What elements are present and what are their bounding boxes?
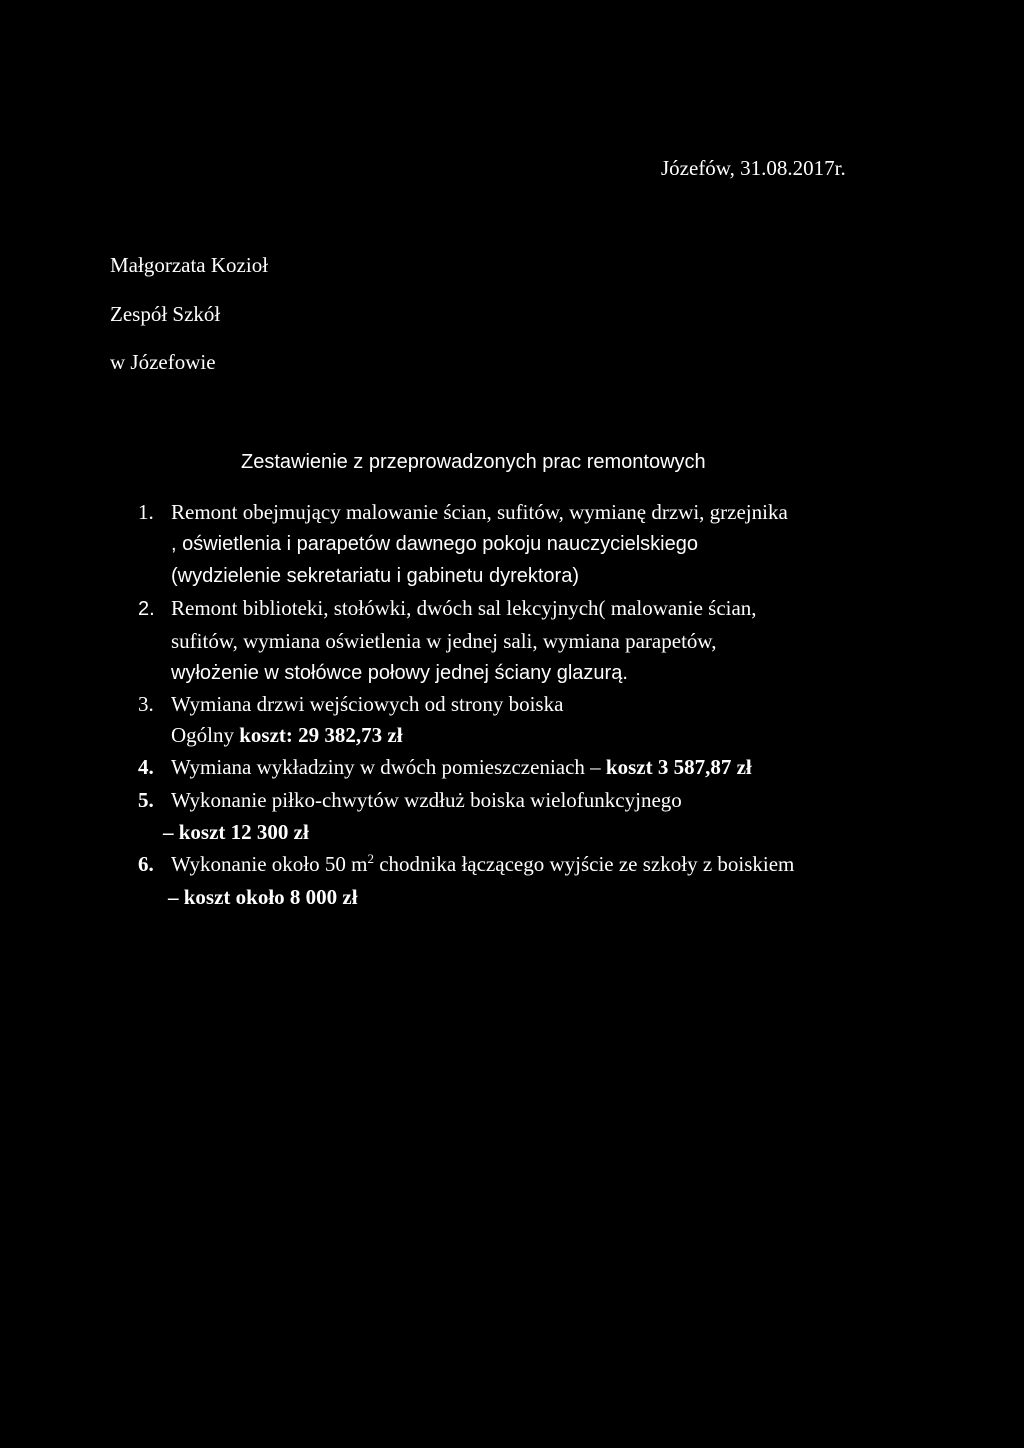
list-item-number: 1. — [138, 500, 154, 524]
item-description-part: Wykonanie około 50 m — [171, 852, 368, 876]
list-item-text: sufitów, wymiana oświetlenia w jednej sali, wymiana parapetów, — [171, 629, 717, 653]
cost-value: koszt 3 587,87 zł — [605, 755, 752, 779]
cost-value: – koszt 12 300 zł — [163, 820, 309, 844]
sender-location: w Józefowie — [110, 350, 216, 374]
list-item-number: 5. — [138, 788, 154, 812]
list-item-text: Remont obejmujący malowanie ścian, sufitów, wymianę drzwi, grzejnika — [171, 500, 788, 524]
item-description: Wykonanie piłko-chwytów wzdłuż boiska wielofunkcyjnego — [171, 788, 682, 812]
cost-label: Ogólny — [171, 723, 240, 747]
cost-value: – koszt około 8 000 zł — [168, 885, 358, 909]
list-item-number: 4. — [138, 755, 154, 779]
list-item-text: , oświetlenia i parapetów dawnego pokoju nauczycielskiego — [171, 533, 698, 555]
sender-name: Małgorzata Kozioł — [110, 253, 269, 277]
sender-institution: Zespół Szkół — [110, 302, 221, 326]
list-item-number: 3. — [138, 692, 154, 716]
document-title: Zestawienie z przeprowadzonych prac remontowych — [241, 451, 706, 473]
list-item-text — [171, 755, 752, 780]
cost-value: koszt: 29 382,73 zł — [239, 723, 403, 747]
list-item-text: (wydzielenie sekretariatu i gabinetu dyrektora) — [171, 565, 579, 587]
item-description-part: chodnika łączącego wyjście ze szkoły z boiskiem — [373, 852, 795, 876]
list-item-number: 6. — [138, 852, 154, 876]
superscript: 2 — [367, 851, 374, 866]
item-description: Wymiana wykładziny w dwóch pomieszczeniach – — [171, 755, 606, 779]
list-item-text: Wymiana drzwi wejściowych od strony boiska — [171, 692, 564, 716]
list-item-text: Remont biblioteki, stołówki, dwóch sal lekcyjnych( malowanie ścian, — [171, 596, 757, 620]
list-item-number: 2. — [138, 598, 155, 620]
document-date: Józefów, 31.08.2017r. — [661, 156, 846, 180]
cost-summary — [171, 723, 403, 748]
item-description — [171, 852, 794, 877]
list-item-text: wyłożenie w stołówce połowy jednej ściany glazurą. — [171, 662, 628, 684]
